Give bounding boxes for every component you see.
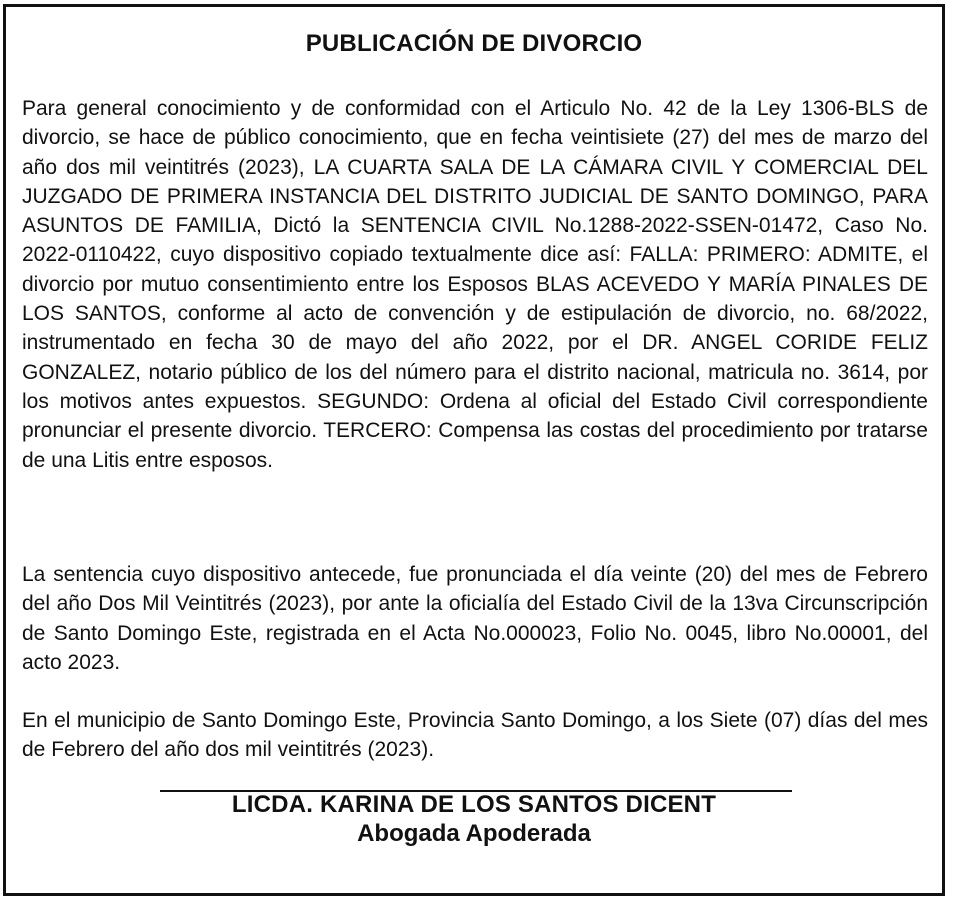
notice-paragraph-registration: La sentencia cuyo dispositivo antecede, fue pronunciada el día veinte (20) del mes de Febrero del año Dos Mil Veintitrés (2023), por ante la oficialía del Estado Civil de la 13va Circunscripción de Santo Domingo Este, registrada en el Acta No.000023, Folio No. 0045, libro No.00001, del acto 2023. [22, 563, 928, 674]
signature-name: LICDA. KARINA DE LOS SANTOS DICENT [231, 791, 717, 818]
notice-title: PUBLICACIÓN DE DIVORCIO [305, 30, 643, 57]
divorce-notice [3, 4, 945, 896]
notice-paragraph-ruling: Para general conocimiento y de conformidad con el Articulo No. 42 de la Ley 1306-BLS de divorcio, se hace de público conocimiento, que en fecha veintisiete (27) del mes de marzo del año dos mil veintitrés (2023), LA CUARTA SALA DE LA CÁMARA CIVIL Y COMERCIAL DEL JUZGADO DE PRIMERA INSTANCIA DEL DISTRITO JUDICIAL DE SANTO DOMINGO, PARA ASUNTOS DE FAMILIA, Dictó la SENTENCIA CIVIL No.1288-2022-SSEN-01472, Caso No. 2022-0110422, cuyo dispositivo copiado textualmente dice así: FALLA: PRIMERO: ADMITE, el divorcio por mutuo consentimiento entre los Esposos BLAS ACEVEDO Y MARÍA PINALES DE LOS SANTOS, conforme al acto de convención y de estipulación de divorcio, no. 68/2022, instrumentado en fecha 30 de mayo del año 2022, por el DR. ANGEL CORIDE FELIZ GONZALEZ, notario público de los del número para el distrito nacional, matricula no. 3614, por los motivos antes expuestos. SEGUNDO: Ordena al oficial del Estado Civil correspondiente pronunciar el presente divorcio. TERCERO: Compensa las costas del procedimiento por tratarse de una Litis entre esposos. [22, 97, 928, 472]
notice-paragraph-date: En el municipio de Santo Domingo Este, Provincia Santo Domingo, a los Siete (07) días del mes de Febrero del año dos mil veintitrés (2023). [22, 709, 928, 762]
signature-role: Abogada Apoderada [357, 820, 591, 847]
